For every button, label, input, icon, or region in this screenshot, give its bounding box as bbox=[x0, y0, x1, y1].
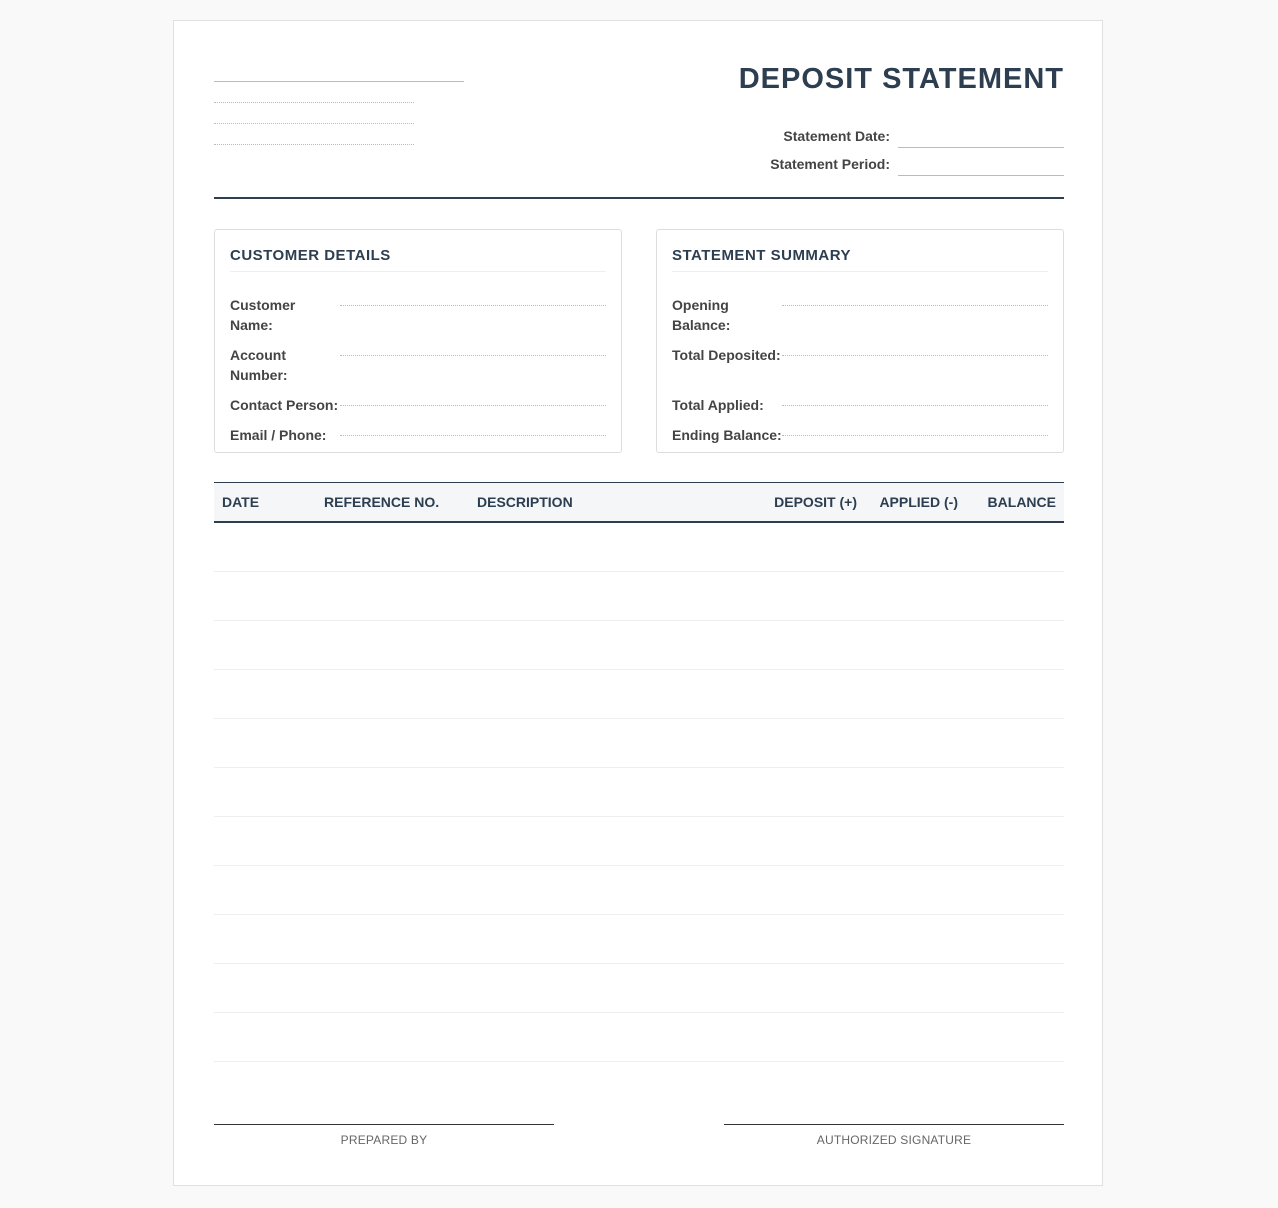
cell-reference[interactable] bbox=[316, 522, 469, 572]
email-phone-input[interactable] bbox=[340, 435, 606, 436]
cell-date[interactable] bbox=[214, 1013, 316, 1062]
cell-deposit[interactable] bbox=[759, 621, 865, 670]
document-title: DEPOSIT STATEMENT bbox=[738, 63, 1064, 95]
contact-person-label: Contact Person: bbox=[230, 397, 339, 413]
statement-period-row bbox=[770, 152, 1064, 176]
cell-description[interactable] bbox=[469, 1013, 759, 1062]
cell-deposit[interactable] bbox=[759, 572, 865, 621]
document-header bbox=[214, 21, 1064, 199]
cell-reference[interactable] bbox=[316, 964, 469, 1013]
cell-deposit[interactable] bbox=[759, 817, 865, 866]
ending-balance-label: Ending Balance: bbox=[672, 427, 782, 443]
cell-date[interactable] bbox=[214, 572, 316, 621]
table-row bbox=[214, 572, 1064, 621]
total-deposited-input[interactable] bbox=[782, 355, 1048, 356]
email-phone-label: Email / Phone: bbox=[230, 427, 327, 443]
table-row bbox=[214, 768, 1064, 817]
cell-applied[interactable] bbox=[865, 866, 966, 915]
cell-applied[interactable] bbox=[865, 621, 966, 670]
cell-deposit[interactable] bbox=[759, 964, 865, 1013]
cell-description[interactable] bbox=[469, 866, 759, 915]
statement-date-field[interactable] bbox=[898, 124, 1064, 148]
customer-name-input[interactable] bbox=[340, 305, 606, 306]
prepared-by-signature[interactable] bbox=[214, 1124, 554, 1147]
cell-balance[interactable] bbox=[966, 817, 1064, 866]
company-address-line[interactable] bbox=[214, 102, 414, 103]
cell-reference[interactable] bbox=[316, 915, 469, 964]
cell-applied[interactable] bbox=[865, 817, 966, 866]
cell-balance[interactable] bbox=[966, 1013, 1064, 1062]
opening-balance-input[interactable] bbox=[782, 305, 1048, 306]
opening-balance-label: Opening Balance: bbox=[672, 297, 731, 333]
cell-deposit[interactable] bbox=[759, 768, 865, 817]
cell-reference[interactable] bbox=[316, 719, 469, 768]
cell-deposit[interactable] bbox=[759, 522, 865, 572]
cell-deposit[interactable] bbox=[759, 1013, 865, 1062]
cell-deposit[interactable] bbox=[759, 719, 865, 768]
cell-description[interactable] bbox=[469, 670, 759, 719]
company-name-line[interactable] bbox=[214, 81, 464, 82]
prepared-by-label: PREPARED BY bbox=[340, 1133, 428, 1147]
statement-summary-title: STATEMENT SUMMARY bbox=[672, 245, 1048, 272]
company-contact-line[interactable] bbox=[214, 144, 414, 145]
statement-date-row bbox=[783, 124, 1064, 148]
cell-balance[interactable] bbox=[966, 621, 1064, 670]
cell-date[interactable] bbox=[214, 621, 316, 670]
cell-balance[interactable] bbox=[966, 572, 1064, 621]
table-row bbox=[214, 621, 1064, 670]
ending-balance-input[interactable] bbox=[782, 435, 1048, 436]
table-row bbox=[214, 1013, 1064, 1062]
cell-balance[interactable] bbox=[966, 522, 1064, 572]
document-page bbox=[173, 20, 1103, 1186]
table-row bbox=[214, 522, 1064, 572]
table-header-row bbox=[214, 483, 1064, 523]
customer-details-title: CUSTOMER DETAILS bbox=[230, 245, 606, 272]
customer-name-label: Customer Name: bbox=[230, 297, 296, 333]
cell-description[interactable] bbox=[469, 719, 759, 768]
statement-period-label: Statement Period: bbox=[770, 156, 890, 172]
cell-applied[interactable] bbox=[865, 768, 966, 817]
total-applied-label: Total Applied: bbox=[672, 397, 764, 413]
cell-reference[interactable] bbox=[316, 621, 469, 670]
company-city-line[interactable] bbox=[214, 123, 414, 124]
cell-balance[interactable] bbox=[966, 964, 1064, 1013]
column-header-deposit: DEPOSIT (+) bbox=[759, 483, 865, 523]
cell-reference[interactable] bbox=[316, 1013, 469, 1062]
cell-description[interactable] bbox=[469, 522, 759, 572]
statement-summary-box bbox=[656, 229, 1064, 453]
cell-description[interactable] bbox=[469, 964, 759, 1013]
cell-date[interactable] bbox=[214, 768, 316, 817]
statement-period-field[interactable] bbox=[898, 152, 1064, 176]
cell-date[interactable] bbox=[214, 915, 316, 964]
column-header-balance: BALANCE bbox=[966, 483, 1064, 523]
cell-balance[interactable] bbox=[966, 670, 1064, 719]
contact-person-input[interactable] bbox=[340, 405, 606, 406]
statement-date-label: Statement Date: bbox=[783, 128, 890, 144]
cell-date[interactable] bbox=[214, 866, 316, 915]
cell-description[interactable] bbox=[469, 915, 759, 964]
cell-reference[interactable] bbox=[316, 670, 469, 719]
account-number-input[interactable] bbox=[340, 355, 606, 356]
cell-reference[interactable] bbox=[316, 866, 469, 915]
cell-balance[interactable] bbox=[966, 768, 1064, 817]
total-applied-input[interactable] bbox=[782, 405, 1048, 406]
cell-balance[interactable] bbox=[966, 719, 1064, 768]
column-header-applied: APPLIED (-) bbox=[865, 483, 966, 523]
cell-date[interactable] bbox=[214, 670, 316, 719]
cell-deposit[interactable] bbox=[759, 915, 865, 964]
table-row bbox=[214, 915, 1064, 964]
column-header-description: DESCRIPTION bbox=[469, 483, 759, 523]
cell-description[interactable] bbox=[469, 768, 759, 817]
cell-date[interactable] bbox=[214, 964, 316, 1013]
column-header-date: DATE bbox=[214, 483, 316, 523]
account-number-label: Account Number: bbox=[230, 347, 288, 383]
cell-applied[interactable] bbox=[865, 964, 966, 1013]
customer-details-box bbox=[214, 229, 622, 453]
cell-applied[interactable] bbox=[865, 1013, 966, 1062]
table-body bbox=[214, 522, 1064, 1062]
cell-reference[interactable] bbox=[316, 817, 469, 866]
cell-description[interactable] bbox=[469, 572, 759, 621]
authorized-signature-label: AUTHORIZED SIGNATURE bbox=[816, 1133, 972, 1147]
cell-applied[interactable] bbox=[865, 522, 966, 572]
table-row bbox=[214, 670, 1064, 719]
cell-reference[interactable] bbox=[316, 572, 469, 621]
column-header-reference: REFERENCE NO. bbox=[316, 483, 469, 523]
cell-description[interactable] bbox=[469, 621, 759, 670]
cell-date[interactable] bbox=[214, 719, 316, 768]
cell-date[interactable] bbox=[214, 522, 316, 572]
cell-balance[interactable] bbox=[966, 915, 1064, 964]
cell-applied[interactable] bbox=[865, 915, 966, 964]
table-row bbox=[214, 866, 1064, 915]
table-row bbox=[214, 719, 1064, 768]
cell-applied[interactable] bbox=[865, 719, 966, 768]
cell-deposit[interactable] bbox=[759, 670, 865, 719]
cell-description[interactable] bbox=[469, 817, 759, 866]
cell-applied[interactable] bbox=[865, 670, 966, 719]
cell-applied[interactable] bbox=[865, 572, 966, 621]
authorized-signature[interactable] bbox=[724, 1124, 1064, 1147]
table-row bbox=[214, 817, 1064, 866]
cell-reference[interactable] bbox=[316, 768, 469, 817]
total-deposited-label: Total Deposited: bbox=[672, 347, 781, 363]
cell-deposit[interactable] bbox=[759, 866, 865, 915]
table-row bbox=[214, 964, 1064, 1013]
cell-date[interactable] bbox=[214, 817, 316, 866]
transactions-table bbox=[214, 482, 1064, 1062]
cell-balance[interactable] bbox=[966, 866, 1064, 915]
